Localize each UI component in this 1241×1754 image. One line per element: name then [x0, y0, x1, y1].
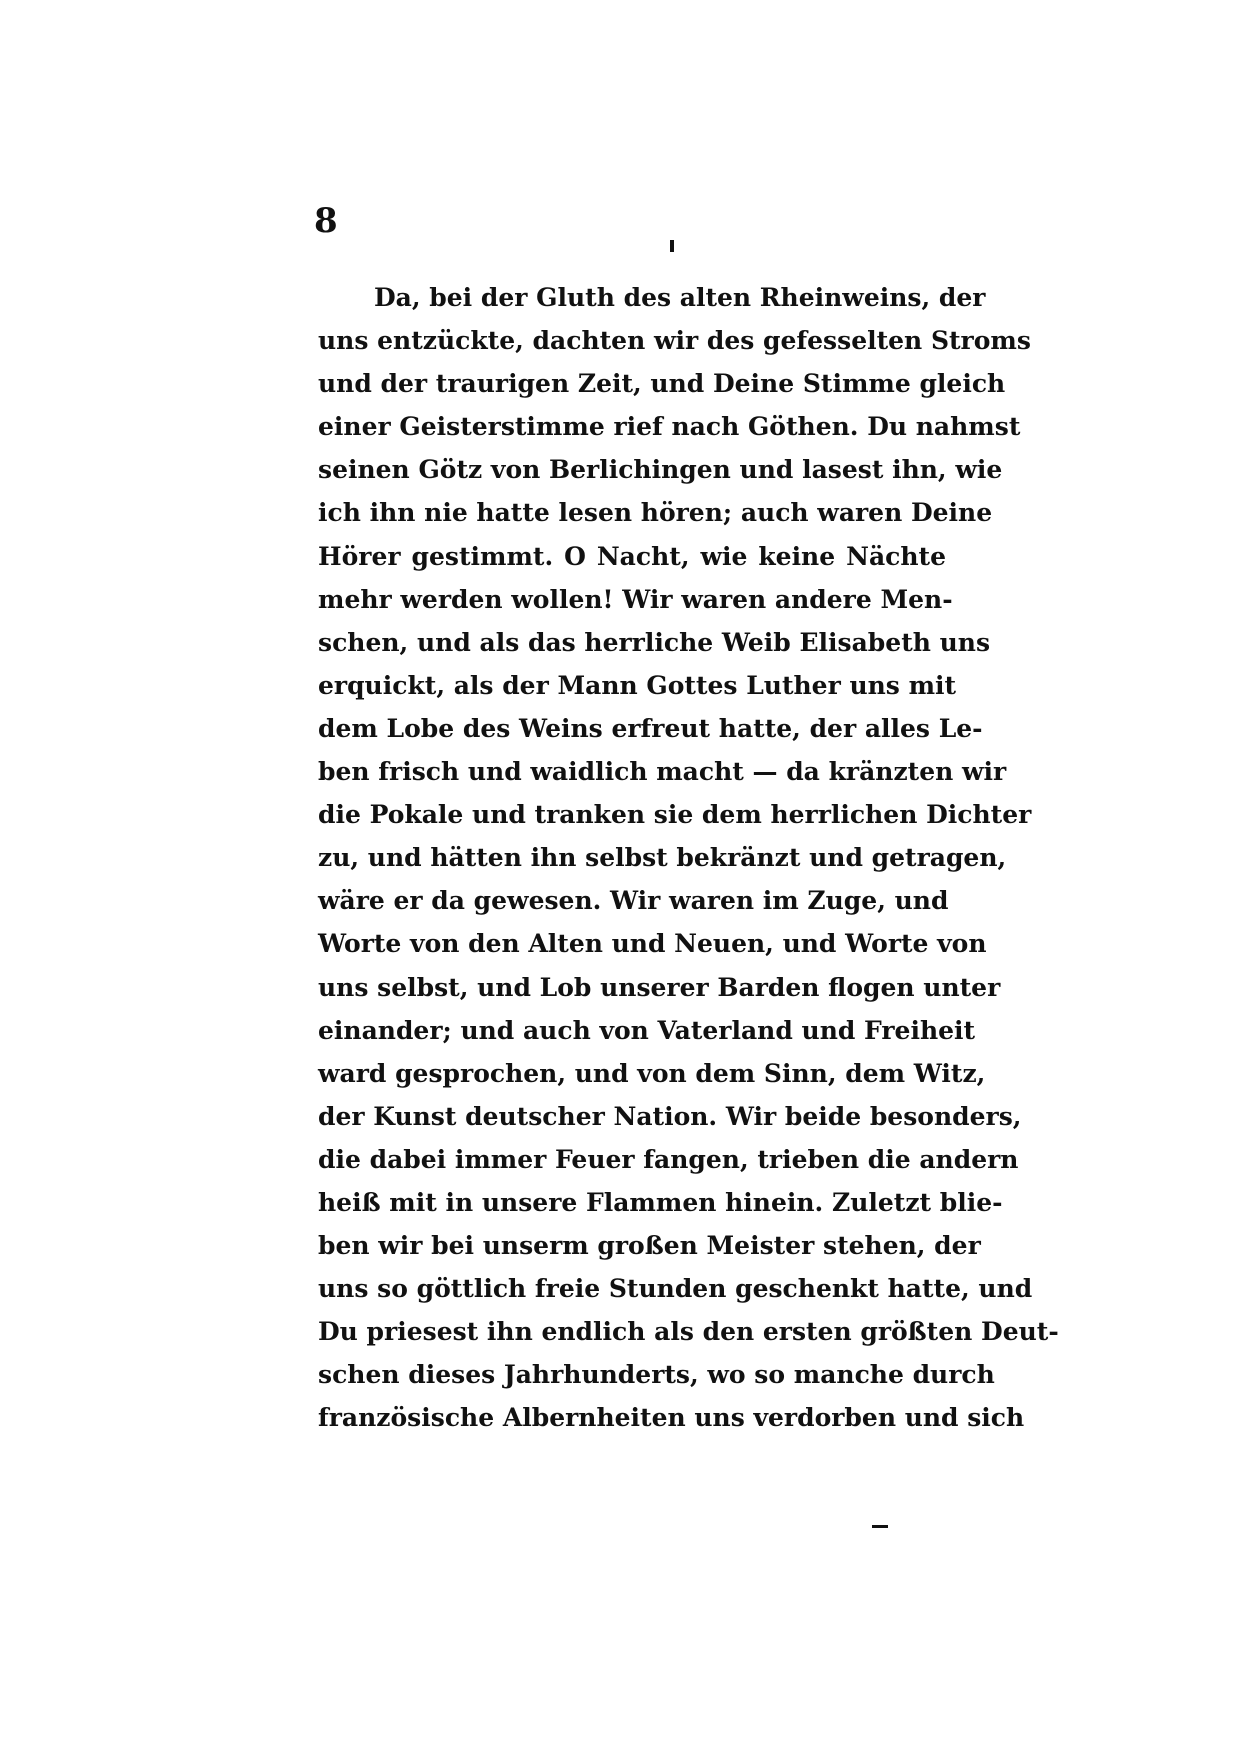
text-line: einer Geisterstimme rief nach Göthen. Du nahmst — [318, 412, 1021, 442]
text-line: französische Albernheiten uns verdorben und sich — [318, 1403, 1025, 1433]
text-line: seinen Götz von Berlichingen und lasest ihn, wie — [318, 455, 1003, 485]
text-line: Hörer gestimmt. O Nacht, wie keine Nächte — [318, 541, 946, 571]
text-line: mehr werden wollen! Wir waren andere Men- — [318, 584, 953, 614]
text-line: uns so göttlich freie Stunden geschenkt hatte, und — [318, 1274, 1033, 1304]
text-line: Du priesest ihn endlich als den ersten größten Deut- — [318, 1317, 1059, 1347]
text-line: heiß mit in unsere Flammen hinein. Zuletzt blie- — [318, 1187, 1003, 1217]
text-line: die Pokale und tranken sie dem herrlichen Dichter — [318, 800, 1032, 830]
text-line: einander; und auch von Vaterland und Freiheit — [318, 1015, 976, 1045]
text-line: ben wir bei unserm großen Meister stehen, der — [318, 1231, 981, 1261]
text-line: der Kunst deutscher Nation. Wir beide besonders, — [318, 1101, 1022, 1131]
text-line: Worte von den Alten und Neuen, und Worte von — [318, 929, 987, 959]
text-line: ward gesprochen, und von dem Sinn, dem Witz, — [318, 1058, 986, 1088]
text-line: die dabei immer Feuer fangen, trieben die andern — [318, 1144, 1019, 1174]
page-number: 8 — [314, 201, 338, 241]
text-line: ich ihn nie hatte lesen hören; auch waren Deine — [318, 498, 993, 528]
printing-speck — [670, 240, 674, 252]
text-line: und der traurigen Zeit, und Deine Stimme gleich — [318, 369, 1006, 399]
text-line: zu, und hätten ihn selbst bekränzt und getragen, — [318, 843, 1007, 873]
text-line: Da, bei der Gluth des alten Rheinweins, der — [374, 283, 986, 312]
text-line: dem Lobe des Weins erfreut hatte, der alles Le- — [318, 713, 983, 743]
body-text — [318, 276, 1059, 1440]
text-line: erquickt, als der Mann Gottes Luther uns mit — [318, 670, 957, 700]
text-line: uns selbst, und Lob unserer Barden flogen unter — [318, 972, 1001, 1002]
text-line: wäre er da gewesen. Wir waren im Zuge, und — [318, 886, 949, 916]
printing-speck — [872, 1525, 888, 1528]
text-line: uns entzückte, dachten wir des gefesselten Stroms — [318, 326, 1031, 356]
text-line: ben frisch und waidlich macht — da kränzten wir — [318, 757, 1007, 787]
text-line: schen, und als das herrliche Weib Elisabeth uns — [318, 627, 991, 657]
text-line: schen dieses Jahrhunderts, wo so manche durch — [318, 1360, 995, 1390]
